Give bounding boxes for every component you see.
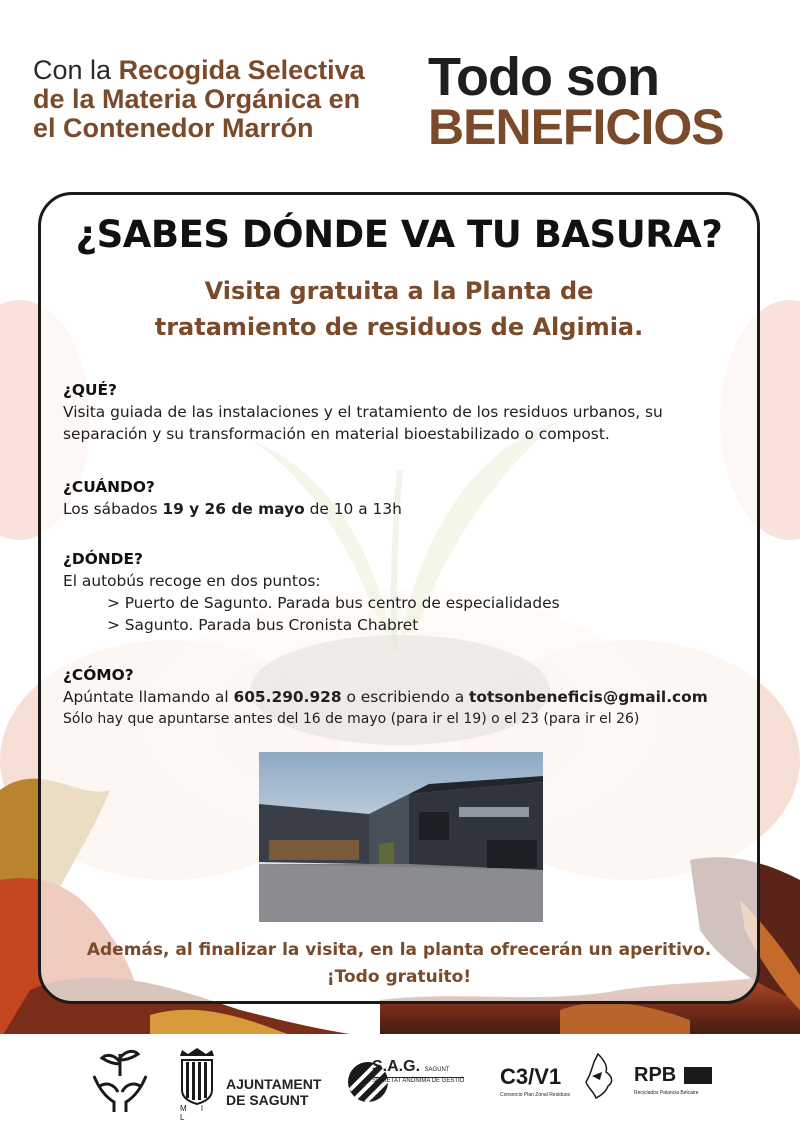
section-heading: ¿CÓMO?: [63, 666, 134, 684]
section-cuando: [63, 476, 753, 520]
c3v1-subtitle: Consorcio Plan Zonal Residuos: [500, 1092, 571, 1098]
slogan: [428, 47, 768, 155]
visit-title: [41, 273, 757, 345]
treatment-plant-photo: [259, 752, 543, 922]
hands-sprout-logo: [88, 1046, 152, 1114]
section-como: [63, 664, 753, 730]
section-heading: ¿QUÉ?: [63, 381, 117, 399]
section-heading: ¿DÓNDE?: [63, 550, 143, 568]
phone-number: 605.290.928: [233, 688, 342, 706]
c3v1-logo: [496, 1064, 626, 1114]
slogan-line-1: Todo son: [428, 47, 659, 107]
visit-dates: 19 y 26 de mayo: [162, 500, 305, 518]
campaign-line-1: Con la Recogida Selectiva: [33, 55, 365, 85]
campaign-line-2: de la Materia Orgánica en: [33, 84, 361, 114]
c3v1-title: C3/V1: [500, 1064, 562, 1089]
closing-line-1: Además, al finalizar la visita, en la planta ofrecerán un aperitivo.: [86, 940, 712, 960]
registration-note: Sólo hay que apuntarse antes del 16 de mayo (para ir el 19) o el 23 (para ir el 26): [63, 711, 640, 727]
rpb-logo: [634, 1064, 734, 1108]
sponsor-logos: [0, 1034, 800, 1131]
valencia-map-icon: [578, 1052, 618, 1100]
section-donde: [63, 548, 753, 636]
campaign-line-3: el Contenedor Marrón: [33, 113, 314, 143]
info-card: [38, 192, 760, 1004]
visit-title-line-1: Visita gratuita a la Planta de: [204, 277, 594, 305]
section-text: separación y su transformación en material bioestabilizado o compost.: [63, 425, 610, 443]
sag-logo: [346, 1058, 476, 1108]
rpb-subtitle: Reciclados Palancia Belcaire: [634, 1090, 699, 1096]
bus-stop-item: > Sagunto. Parada bus Cronista Chabret: [107, 616, 419, 634]
section-text: Apúntate llamando al 605.290.928 o escribiendo a totsonbeneficis@gmail.com: [63, 688, 708, 706]
closing-line-2: ¡Todo gratuito!: [326, 967, 472, 987]
ajuntament-sagunt-logo: [176, 1046, 336, 1122]
crest-letters: M I L: [180, 1104, 210, 1122]
section-text: Visita guiada de las instalaciones y el tratamiento de los residuos urbanos, su: [63, 403, 663, 421]
rpb-block: [684, 1067, 712, 1084]
bus-stop-item: > Puerto de Sagunto. Parada bus centro de especialidades: [107, 594, 560, 612]
section-heading: ¿CUÁNDO?: [63, 478, 155, 496]
email-address: totsonbeneficis@gmail.com: [469, 688, 708, 706]
sag-subtitle: SOCIETAT ANÒNIMA DE GESTIÓ: [372, 1078, 465, 1084]
rpb-title: RPB: [634, 1064, 677, 1086]
main-question: ¿SABES DÓNDE VA TU BASURA?: [75, 213, 723, 256]
hands-sprout-icon: [88, 1046, 152, 1114]
closing-message: [41, 937, 757, 991]
ajuntament-name: AJUNTAMENT DE SAGUNT: [226, 1076, 322, 1108]
section-text: El autobús recoge en dos puntos:: [63, 572, 321, 590]
section-text: Los sábados 19 y 26 de mayo de 10 a 13h: [63, 500, 402, 518]
campaign-heading: [33, 56, 423, 143]
sag-title: S.A.G. SAGUNT: [372, 1058, 450, 1075]
visit-title-line-2: tratamiento de residuos de Algimia.: [154, 313, 644, 341]
section-que: [63, 379, 753, 445]
slogan-line-2: BENEFICIOS: [428, 99, 724, 155]
